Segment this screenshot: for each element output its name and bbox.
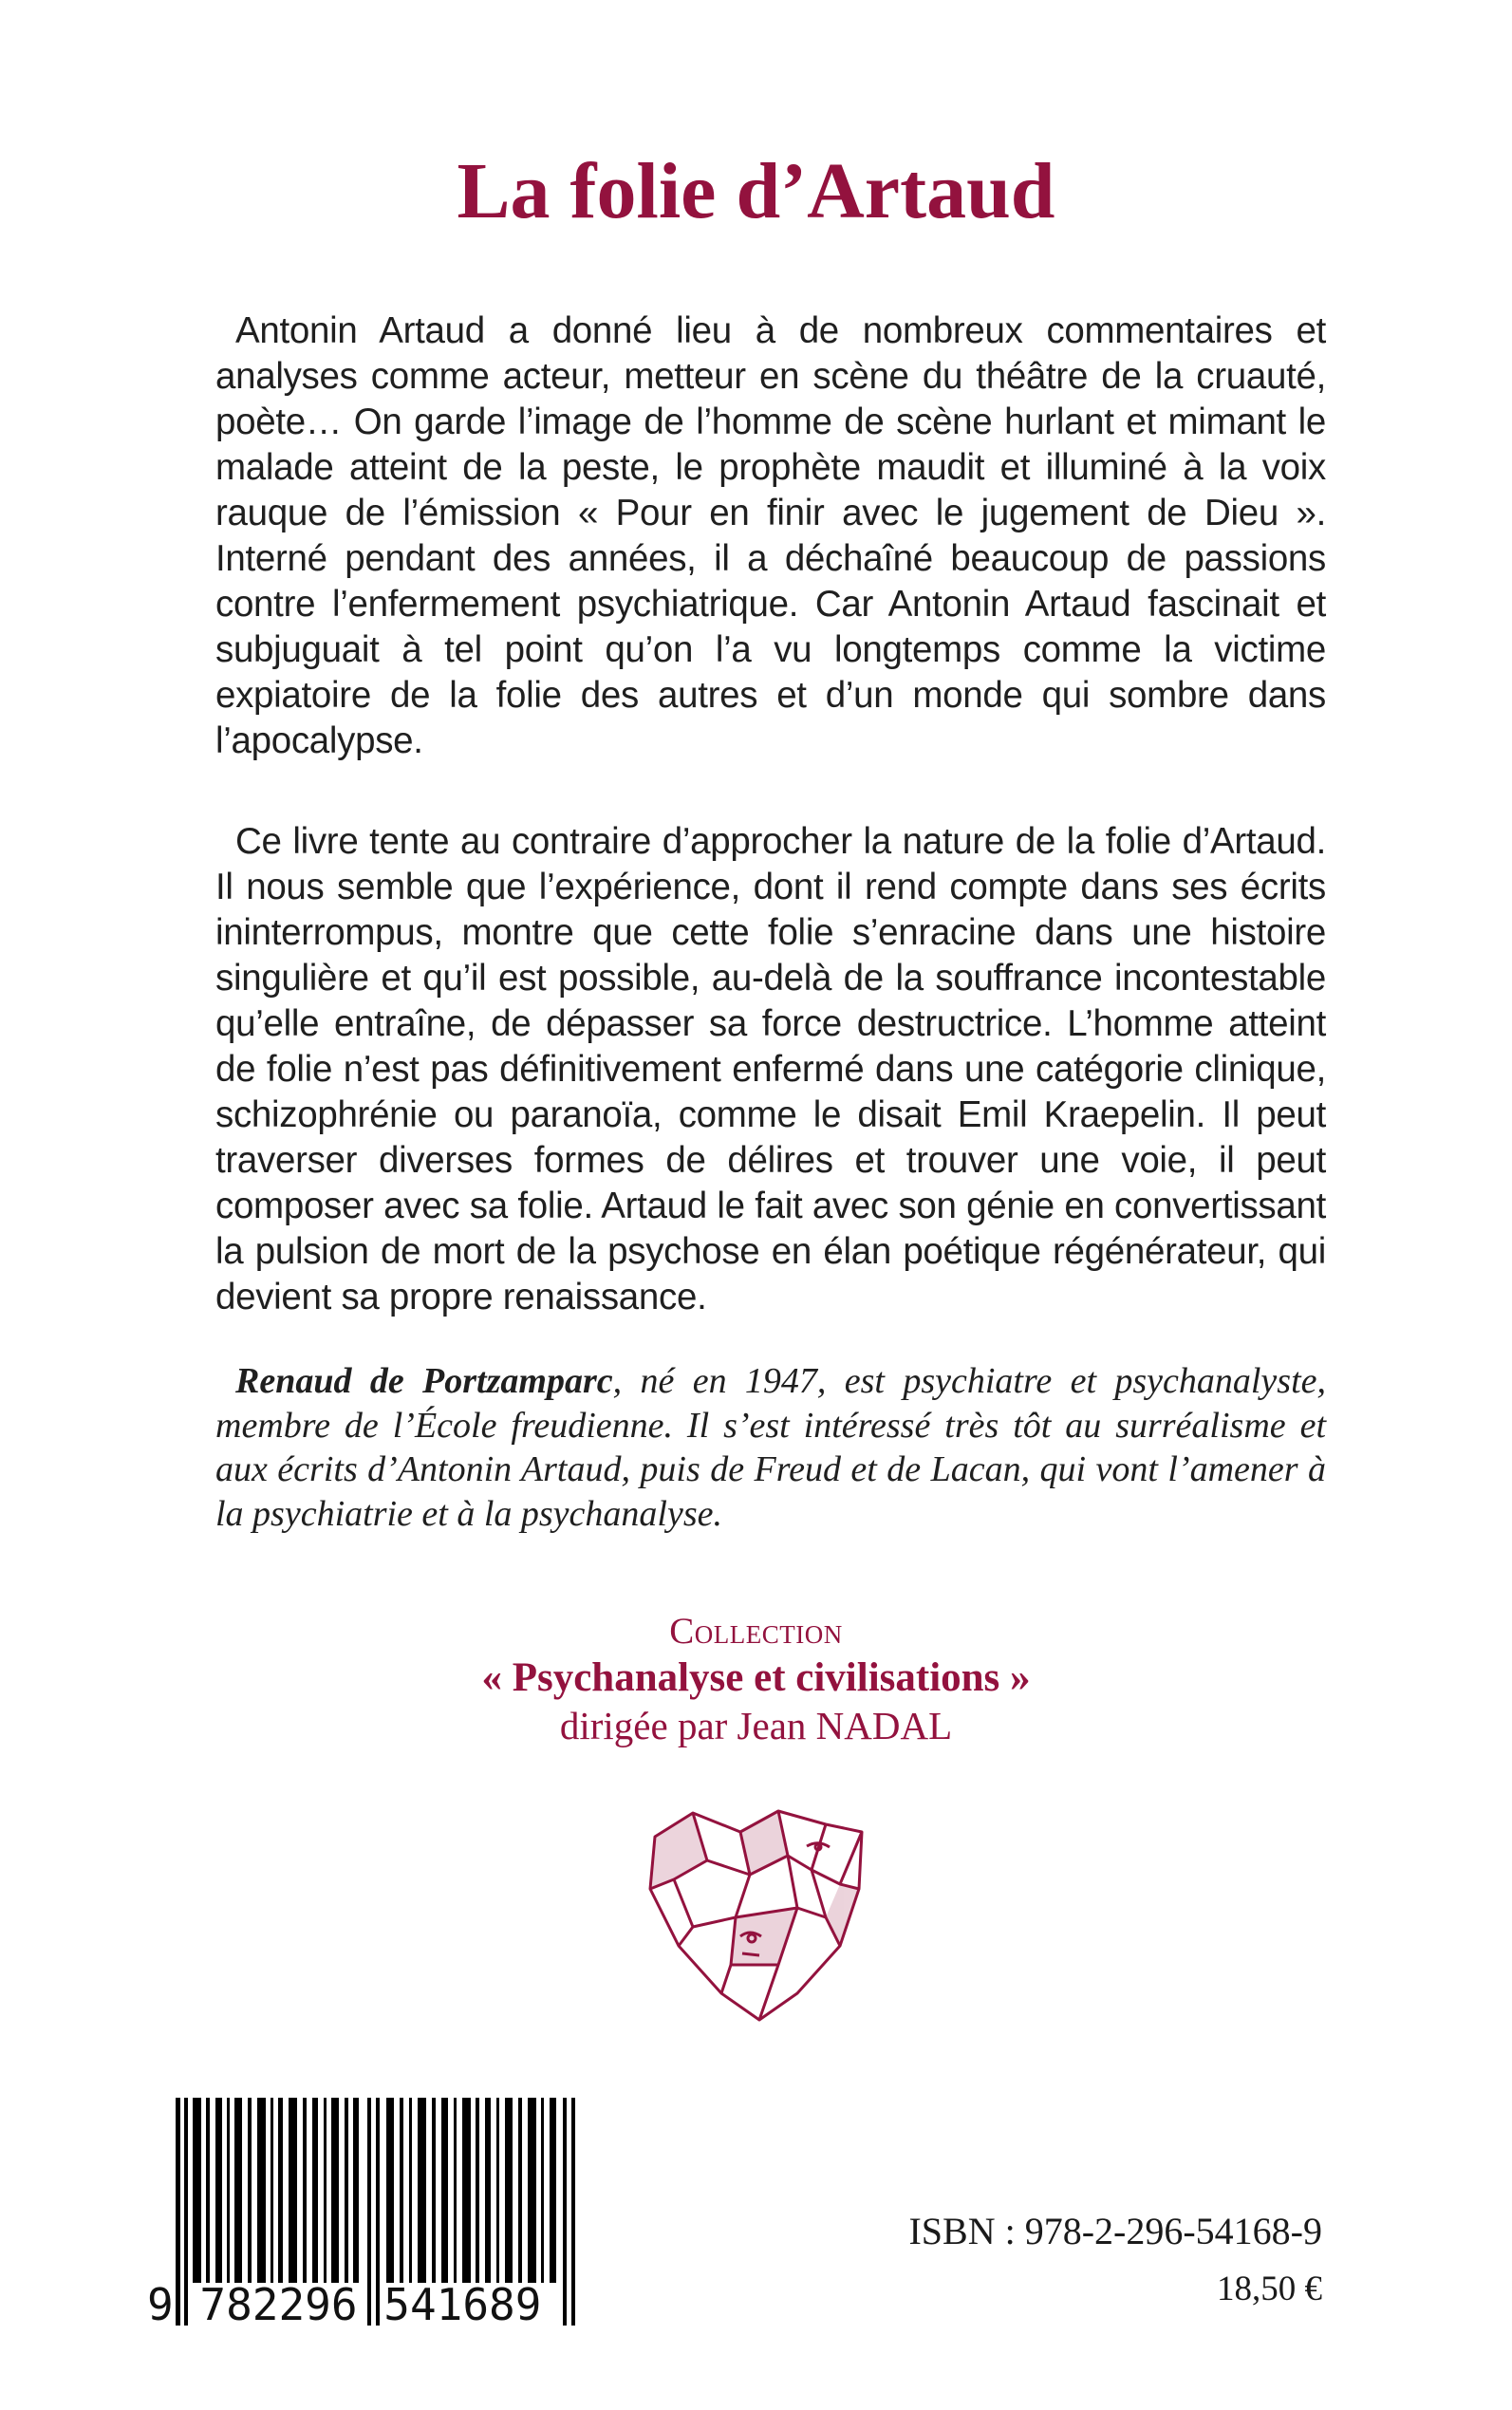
author-bio — [215, 1359, 1326, 1536]
isbn: ISBN : 978-2-296-54168-9 — [908, 2210, 1322, 2252]
collection-director: dirigée par Jean NADAL — [559, 1704, 953, 1747]
book-title: La folie d’Artaud — [457, 147, 1055, 235]
publisher-emblem-icon — [636, 1803, 878, 2027]
collection-block — [0, 1609, 1512, 1749]
summary-paragraph-2: Ce livre tente au contraire d’approcher la nature de la folie d’Artaud. Il nous semble que l’expérience, dont il rend compte dans ses écrits ininterrompus, montre que cette folie s’enracine dans une histoire singulière et qu’il est possible, au-delà de la souffrance incontestable qu’elle entraîne, de dépasser sa force destructrice. L’homme atteint de folie n’est pas définitivement enfermé dans une catégorie clinique, schizophrénie ou paranoïa, comme le disait Emil Kraepelin. Il peut traverser diverses formes de délires et trouver une voie, il peut composer avec sa folie. Artaud le fait avec son génie en convertissant la pulsion de mort de la psychose en élan poétique régénérateur, qui devient sa propre renaissance. — [215, 821, 1326, 1317]
author-bio-text: , né en 1947, est psychiatre et psychanalyste, membre de l’École freudienne. Il s’est intéressé très tôt au surréalisme et aux écrits d’Antonin Artaud, puis de Freud et de Lacan, qui vont l’amener à la psychiatrie et à la psychanalyse. — [215, 1361, 1327, 1534]
author-name: Renaud de Portzamparc — [235, 1361, 613, 1401]
collection-name: « Psychanalyse et civilisations » — [481, 1655, 1031, 1700]
summary-paragraph-1: Antonin Artaud a donné lieu à de nombreux commentaires et analyses comme acteur, metteur en scène du théâtre de la cruauté, poète… On garde l’image de l’homme de scène hurlant et mimant le malade atteint de la peste, le prophète maudit et illuminé à la voix rauque de l’émission « Pour en finir avec le jugement de Dieu ». Interné pendant des années, il a déchaîné beaucoup de passions contre l’enfermement psychiatrique. Car Antonin Artaud fascinait et subjuguait à tel point qu’on l’a vu longtemps comme la victime expiatoire de la folie des autres et d’un monde qui sombre dans l’apocalypse. — [215, 310, 1326, 761]
barcode-digits: 9 782296 541689 — [147, 2279, 542, 2330]
price: 18,50 € — [1217, 2270, 1322, 2308]
collection-label: Collection — [669, 1611, 843, 1652]
